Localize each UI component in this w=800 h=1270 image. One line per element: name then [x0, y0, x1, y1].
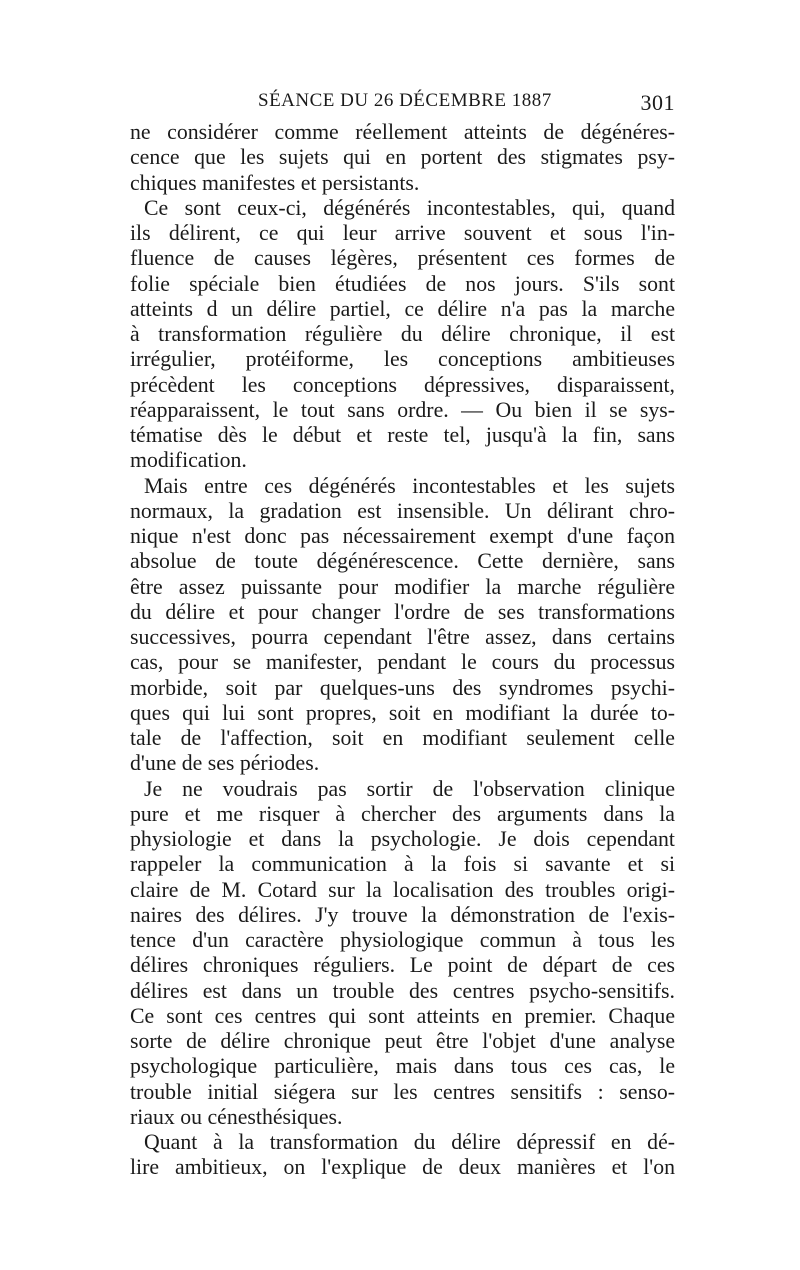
- text-line: Je ne voudrais pas sortir de l'observation clinique: [144, 776, 675, 801]
- text-line: sorte de délire chronique peut être l'objet d'une analyse: [130, 1029, 675, 1053]
- text-line: lire ambitieux, on l'explique de deux manières et l'on: [130, 1155, 675, 1180]
- text-line: pure et me risquer à chercher des arguments dans la: [130, 801, 675, 826]
- text-line: riaux ou cénesthésiques.: [130, 1104, 343, 1129]
- book-page: [130, 90, 675, 1181]
- text-line: rappeler la communication à la fois si savante et si: [130, 852, 675, 877]
- text-line: atteints d un délire partiel, ce délire n'a pas la marche: [130, 296, 675, 321]
- text-line: cas, pour se manifester, pendant le cours du processus: [130, 650, 675, 675]
- text-line: tale de l'affection, soit en modifiant seulement celle: [130, 726, 675, 750]
- text-line: successives, pourra cependant l'être assez, dans certains: [130, 625, 675, 649]
- text-line: Mais entre ces dégénérés incontestables et les sujets: [144, 473, 675, 498]
- text-line: irrégulier, protéiforme, les conceptions ambitieuses: [130, 347, 675, 372]
- text-line: absolue de toute dégénérescence. Cette dernière, sans: [130, 549, 675, 574]
- page-number: 301: [640, 90, 675, 115]
- text-line: tématise dès le début et reste tel, jusqu'à la fin, sans: [130, 423, 675, 447]
- text-line: modification.: [130, 448, 247, 473]
- text-line: d'une de ses périodes.: [130, 751, 320, 776]
- text-line: délires chroniques réguliers. Le point de départ de ces: [130, 953, 675, 978]
- text-line: claire de M. Cotard sur la localisation des troubles origi-: [130, 877, 675, 902]
- text-line: tence d'un caractère physiologique commun à tous les: [130, 928, 675, 952]
- body-text: [130, 120, 675, 1181]
- text-line: Ce sont ces centres qui sont atteints en premier. Chaque: [130, 1003, 675, 1028]
- text-line: naires des délires. J'y trouve la démonstration de l'exis-: [130, 902, 675, 927]
- text-line: Quant à la transformation du délire dépressif en dé-: [144, 1130, 675, 1154]
- text-line: à transformation régulière du délire chronique, il est: [130, 322, 675, 346]
- running-title: SÉANCE DU 26 DÉCEMBRE 1887: [258, 90, 552, 111]
- text-line: folie spéciale bien étudiées de nos jours. S'ils sont: [130, 271, 675, 296]
- text-line: délires est dans un trouble des centres psycho-sensitifs.: [130, 978, 675, 1003]
- text-line: psychologique particulière, mais dans tous ces cas, le: [130, 1054, 675, 1079]
- text-line: trouble initial siégera sur les centres sensitifs : senso-: [130, 1079, 675, 1104]
- text-line: précèdent les conceptions dépressives, disparaissent,: [130, 372, 675, 397]
- text-line: morbide, soit par quelques-uns des syndromes psychi-: [130, 675, 675, 700]
- text-line: nique n'est donc pas nécessairement exempt d'une façon: [130, 524, 675, 548]
- text-line: réapparaissent, le tout sans ordre. — Ou bien il se sys-: [130, 397, 675, 422]
- text-line: physiologie et dans la psychologie. Je dois cependant: [130, 827, 675, 851]
- text-line: du délire et pour changer l'ordre de ses transformations: [130, 599, 675, 624]
- running-head: [130, 90, 675, 120]
- text-line: chiques manifestes et persistants.: [130, 170, 420, 195]
- text-line: cence que les sujets qui en portent des stigmates psy-: [130, 145, 675, 170]
- text-line: ne considérer comme réellement atteints de dégénéres-: [130, 120, 675, 144]
- text-line: être assez puissante pour modifier la marche régulière: [130, 574, 675, 599]
- text-line: ques qui lui sont propres, soit en modifiant la durée to-: [130, 700, 675, 725]
- text-line: ils délirent, ce qui leur arrive souvent et sous l'in-: [130, 221, 675, 245]
- text-line: normaux, la gradation est insensible. Un délirant chro-: [130, 498, 675, 523]
- text-line: Ce sont ceux-ci, dégénérés incontestables, qui, quand: [144, 195, 675, 220]
- text-line: fluence de causes légères, présentent ces formes de: [130, 246, 675, 271]
